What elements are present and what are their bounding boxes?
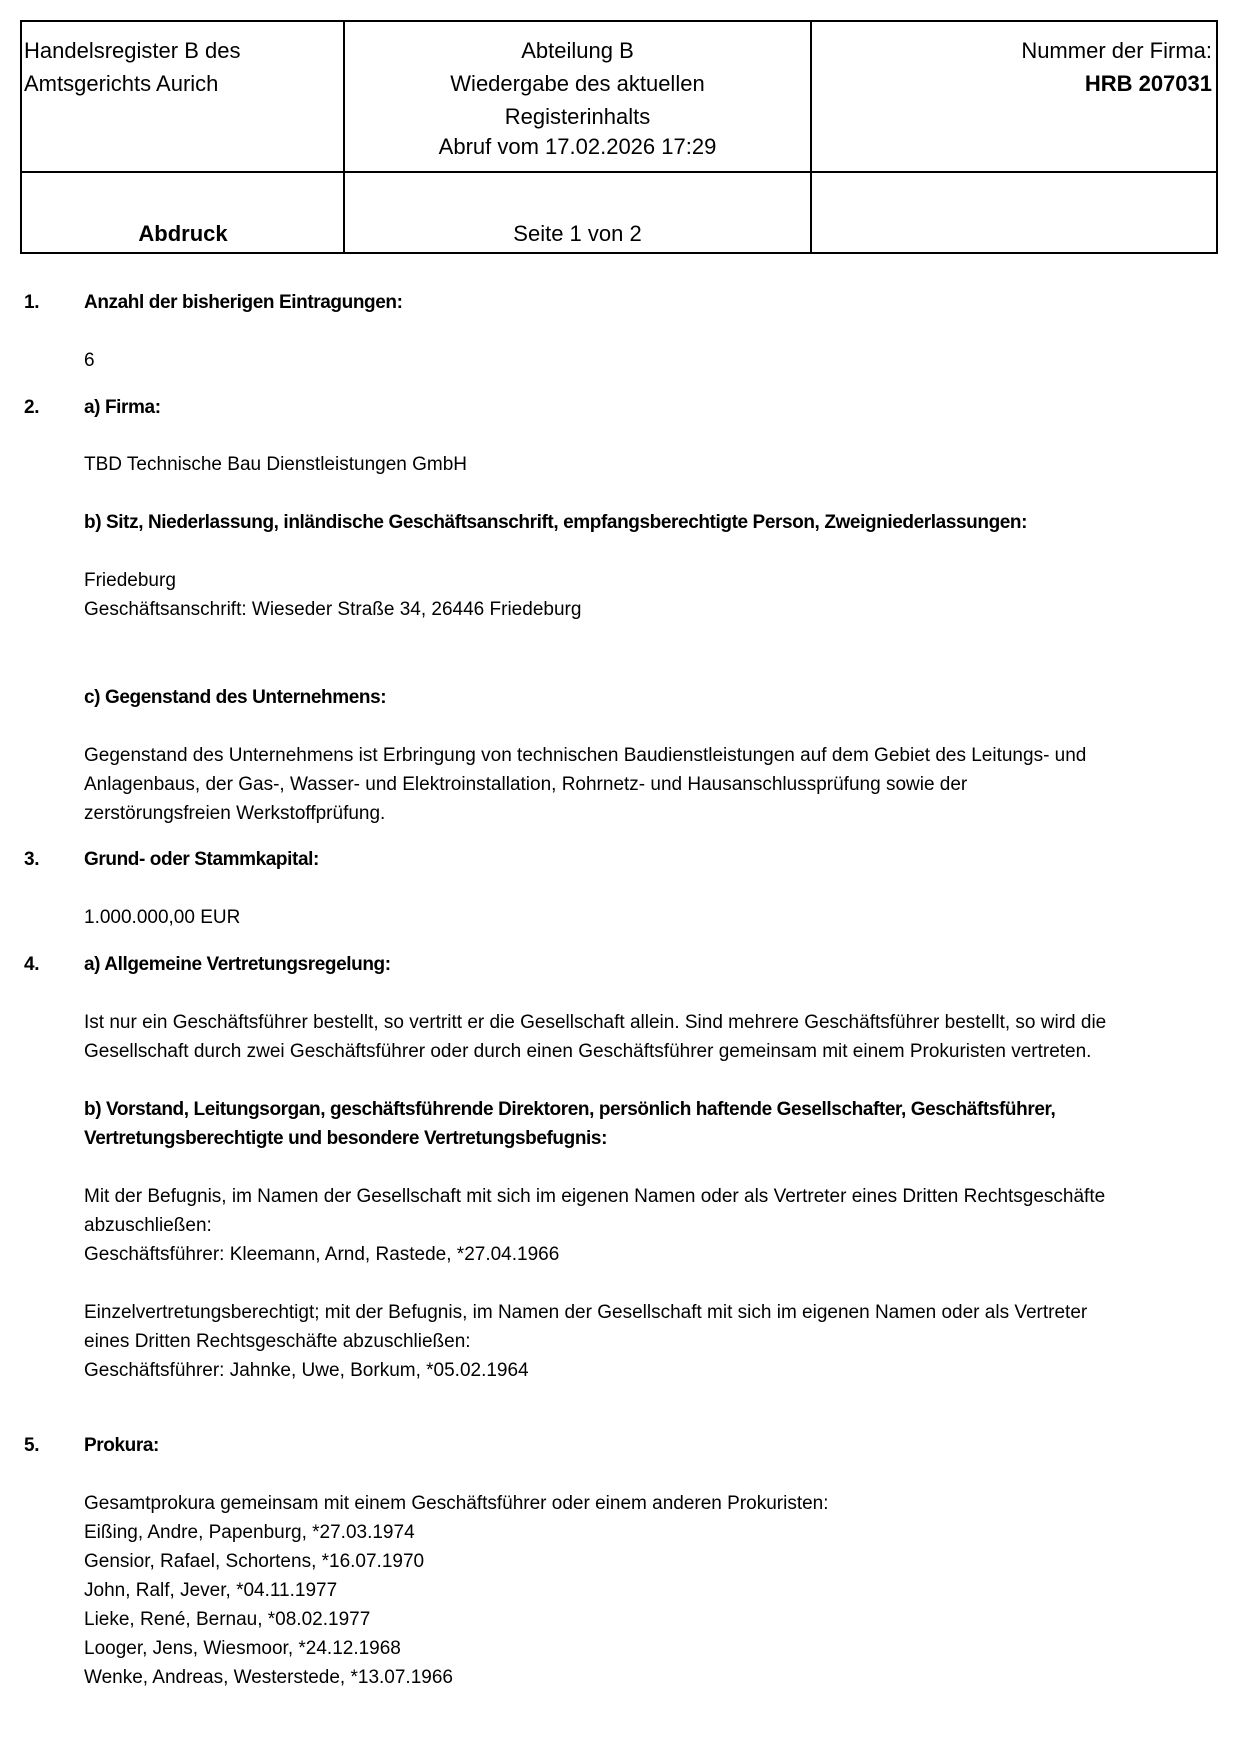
director-2: Geschäftsführer: Jahnke, Uwe, Borkum, *05.02.1964: [84, 1360, 529, 1381]
entries-count: 6: [84, 350, 95, 371]
prokurist-list-item: Looger, Jens, Wiesmoor, *24.12.1968: [84, 1638, 401, 1659]
print-type: Abdruck: [138, 221, 228, 246]
page-info: Seite 1 von 2: [513, 221, 642, 246]
section-5-number: 5.: [24, 1435, 40, 1456]
document-title: [345, 34, 810, 161]
section-2-number: 2.: [24, 397, 40, 418]
retrieval-timestamp: Abruf vom 17.02.2026 17:29: [438, 134, 717, 159]
share-capital: 1.000.000,00 EUR: [84, 907, 241, 928]
representation-rule-line-1: Ist nur ein Geschäftsführer bestellt, so vertritt er die Gesellschaft allein. Sind mehrere Geschäftsführer bestellt, so wird die: [84, 1012, 1107, 1033]
director-1: Geschäftsführer: Kleemann, Arnd, Rastede, *27.04.1966: [84, 1244, 560, 1265]
court-line-2: Amtsgerichts Aurich: [24, 71, 219, 96]
director-1-authority-line-2: abzuschließen:: [84, 1215, 212, 1236]
registered-seat: Friedeburg: [84, 570, 176, 591]
company-name: TBD Technische Bau Dienstleistungen GmbH: [84, 454, 468, 475]
section-4-number: 4.: [24, 954, 40, 975]
prokura-intro: Gesamtprokura gemeinsam mit einem Geschäftsführer oder einem anderen Prokuristen:: [84, 1493, 829, 1514]
court-line-1: Handelsregister B des: [24, 38, 241, 63]
subtitle-line-1: Wiedergabe des aktuellen: [450, 71, 705, 96]
section-2c-heading: c) Gegenstand des Unternehmens:: [84, 687, 387, 708]
section-2b-heading: b) Sitz, Niederlassung, inländische Geschäftsanschrift, empfangsberechtigte Person, Zweigniederlassungen:: [84, 512, 1028, 533]
section-3-heading: Grund- oder Stammkapital:: [84, 849, 319, 870]
section-4b-heading-line-2: Vertretungsberechtigte und besondere Vertretungsbefugnis:: [84, 1128, 608, 1149]
prokurist-list-item: Lieke, René, Bernau, *08.02.1977: [84, 1609, 371, 1630]
prokurist-list-item: Eißing, Andre, Papenburg, *27.03.1974: [84, 1522, 415, 1543]
representation-rule-line-2: Gesellschaft durch zwei Geschäftsführer oder durch einen Geschäftsführer gemeinsam mit einem Prokuristen vertreten.: [84, 1041, 1092, 1062]
company-number: HRB 207031: [1084, 71, 1212, 96]
company-number-label: Nummer der Firma:: [1021, 38, 1212, 63]
director-1-authority-line-1: Mit der Befugnis, im Namen der Gesellschaft mit sich im eigenen Namen oder als Vertreter eines Dritten Rechtsgeschäfte: [84, 1186, 1106, 1207]
director-2-authority-line-2: eines Dritten Rechtsgeschäfte abzuschließen:: [84, 1331, 471, 1352]
section-5-heading: Prokura:: [84, 1435, 159, 1456]
company-number-block: [812, 34, 1212, 100]
business-purpose-line-1: Gegenstand des Unternehmens ist Erbringung von technischen Baudienstleistungen auf dem Gebiet des Leitungs- und: [84, 745, 1087, 766]
prokurist-list-item: Gensior, Rafael, Schortens, *16.07.1970: [84, 1551, 425, 1572]
subtitle-line-2: Registerinhalts: [504, 104, 651, 129]
register-header-table: [20, 20, 1218, 254]
section-1-heading: Anzahl der bisherigen Eintragungen:: [84, 292, 403, 313]
section-1-number: 1.: [24, 292, 40, 313]
section-4b-heading-line-1: b) Vorstand, Leitungsorgan, geschäftsführende Direktoren, persönlich haftende Gesellschafter, Geschäftsführer,: [84, 1099, 1056, 1120]
director-2-authority-line-1: Einzelvertretungsberechtigt; mit der Befugnis, im Namen der Gesellschaft mit sich im eigenen Namen oder als Vertreter: [84, 1302, 1088, 1323]
section-4a-heading: a) Allgemeine Vertretungsregelung:: [84, 954, 391, 975]
court-name: [24, 34, 342, 100]
business-purpose-line-2: Anlagenbaus, der Gas-, Wasser- und Elektroinstallation, Rohrnetz- und Hausanschlussprüfung sowie der: [84, 774, 968, 795]
header-row-divider: [22, 171, 1216, 173]
section-2a-heading: a) Firma:: [84, 397, 161, 418]
prokurist-list-item: John, Ralf, Jever, *04.11.1977: [84, 1580, 338, 1601]
section-3-number: 3.: [24, 849, 40, 870]
division-label: Abteilung B: [521, 38, 634, 63]
business-address: Geschäftsanschrift: Wieseder Straße 34, 26446 Friedeburg: [84, 599, 582, 620]
business-purpose-line-3: zerstörungsfreien Werkstoffprüfung.: [84, 803, 386, 824]
prokurist-list-item: Wenke, Andreas, Westerstede, *13.07.1966: [84, 1667, 453, 1688]
